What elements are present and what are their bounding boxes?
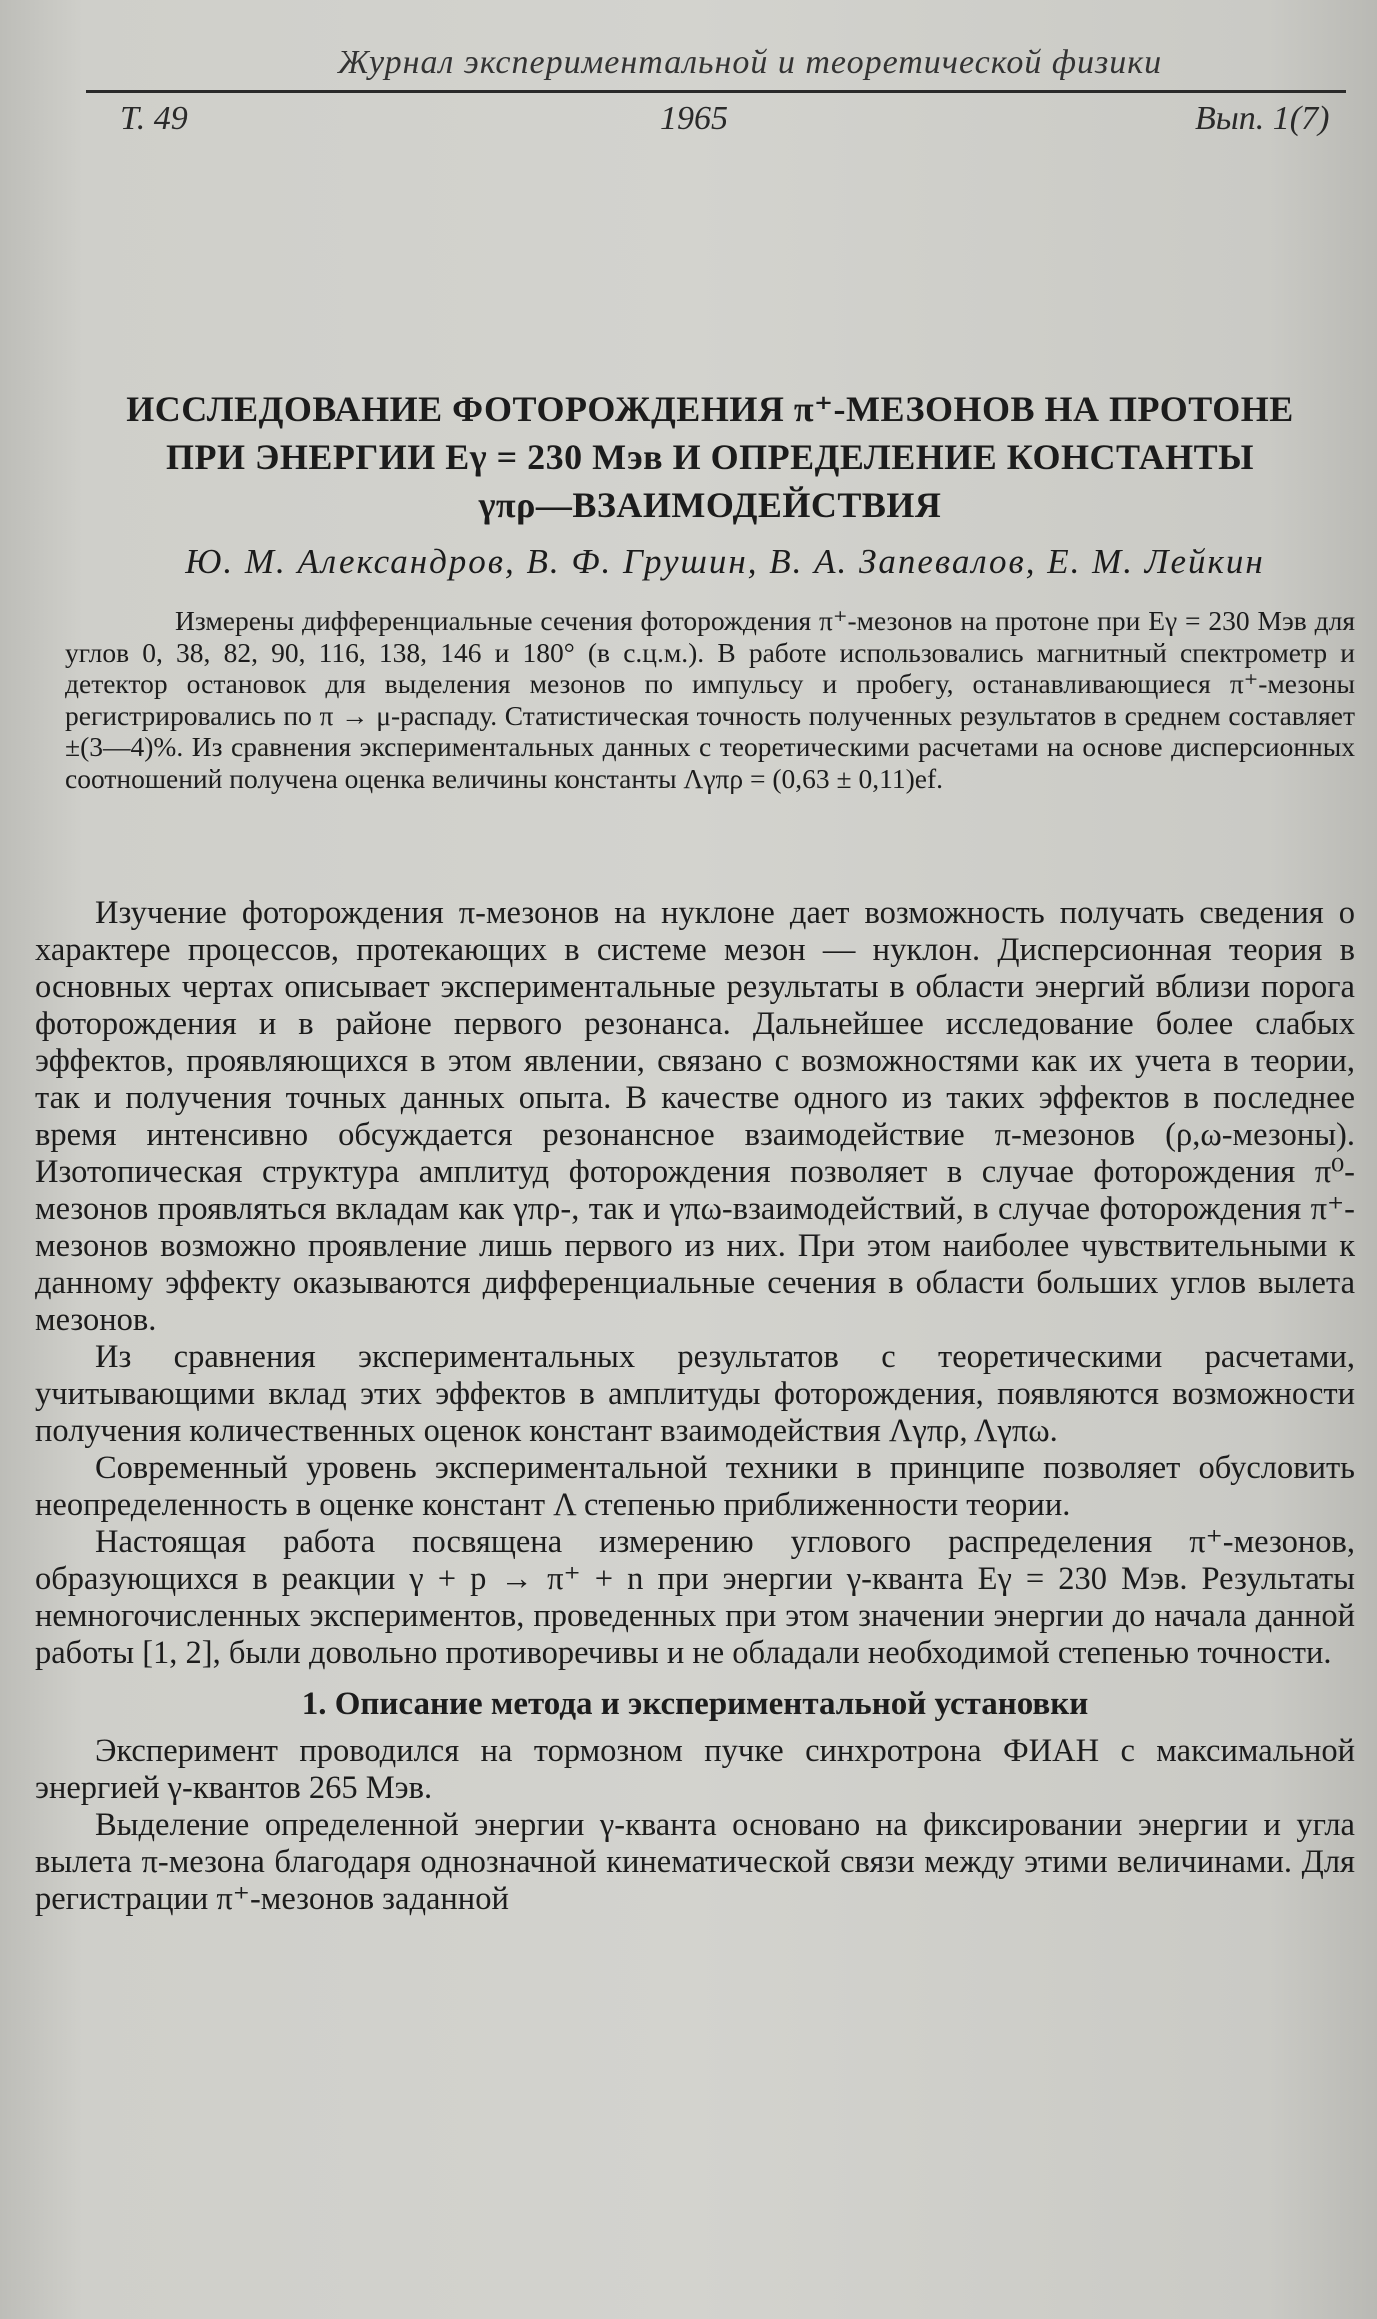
body-paragraph: Современный уровень экспериментальной техники в принципе позволяет обусловить неопределенность в оценке констант Λ степенью приближенности теории.: [35, 1450, 1355, 1523]
title-line: ПРИ ЭНЕРГИИ Eγ = 230 Мэв И ОПРЕДЕЛЕНИЕ КОНСТАНТЫ: [165, 437, 1255, 477]
article-title: [120, 385, 1300, 529]
volume-label: Т. 49: [120, 100, 188, 137]
title-line: ИССЛЕДОВАНИЕ ФОТОРОЖДЕНИЯ π⁺-МЕЗОНОВ НА ПРОТОНЕ: [126, 389, 1294, 429]
journal-title: Журнал экспериментальной и теоретической физики: [337, 44, 1163, 81]
body-paragraph: Из сравнения экспериментальных результатов с теоретическими расчетами, учитывающими вклад этих эффектов в амплитуды фоторождения, появляются возможности получения количественных оценок констант взаимодействия Λγπρ, Λγπω.: [35, 1339, 1355, 1449]
section-heading: 1. Описание метода и экспериментальной установки: [301, 1686, 1089, 1722]
authors-line: Ю. М. Александров, В. Ф. Грушин, В. А. Запевалов, Е. М. Лейкин: [185, 542, 1265, 581]
body-paragraph: Эксперимент проводился на тормозном пучке синхротрона ФИАН с максимальной энергией γ-квантов 265 Мэв.: [35, 1733, 1355, 1806]
header-rule: [86, 90, 1346, 93]
article-body: [35, 895, 1355, 1918]
body-paragraph: Выделение определенной энергии γ-кванта основано на фиксировании энергии и угла вылета π-мезона благодаря однозначной кинематической связи между этими величинами. Для регистрации π⁺-мезонов заданной: [35, 1807, 1355, 1917]
issue-label: Вып. 1(7): [1195, 100, 1330, 137]
body-paragraph: Изучение фоторождения π-мезонов на нуклоне дает возможность получать сведения о характере процессов, протекающих в системе мезон — нуклон. Дисперсионная теория в основных чертах описывает экспериментальные результаты в области энергий вблизи порога фоторождения и в районе первого резонанса. Дальнейшее исследование более слабых эффектов, проявляющихся в этом явлении, связано с возможностями как их учета в теории, так и получения точных данных опыта. В качестве одного из таких эффектов в последнее время интенсивно обсуждается резонансное взаимодействие π-мезонов (ρ,ω-мезоны). Изотопическая структура амплитуд фоторождения позволяет в случае фоторождения π⁰-мезонов проявляться вкладам как γπρ-, так и γπω-взаимодействий, в случае фоторождения π⁺-мезонов возможно проявление лишь первого из них. При этом наиболее чувствительными к данному эффекту оказываются дифференциальные сечения в области больших углов вылета мезонов.: [35, 895, 1355, 1338]
abstract: Измерены дифференциальные сечения фоторождения π⁺-мезонов на протоне при Eγ = 230 Мэв для углов 0, 38, 82, 90, 116, 138, 146 и 180° (в с.ц.м.). В работе использовались магнитный спектрометр и детектор остановок для выделения мезонов по импульсу и пробегу, останавливающиеся π⁺-мезоны регистрировались по π → μ-распаду. Статистическая точность полученных результатов в среднем составляет ±(3—4)%. Из сравнения экспериментальных данных с теоретическими расчетами на основе дисперсионных соотношений получена оценка величины константы Λγπρ = (0,63 ± 0,11)ef.: [65, 605, 1355, 794]
title-line: γπρ—ВЗАИМОДЕЙСТВИЯ: [478, 485, 942, 525]
body-paragraph: Настоящая работа посвящена измерению углового распределения π⁺-мезонов, образующихся в реакции γ + p → π⁺ + n при энергии γ-кванта Eγ = 230 Мэв. Результаты немногочисленных экспериментов, проведенных при этом значении энергии до начала данной работы [1, 2], были довольно противоречивы и не обладали необходимой степенью точности.: [35, 1524, 1355, 1671]
year-label: 1965: [660, 100, 728, 137]
